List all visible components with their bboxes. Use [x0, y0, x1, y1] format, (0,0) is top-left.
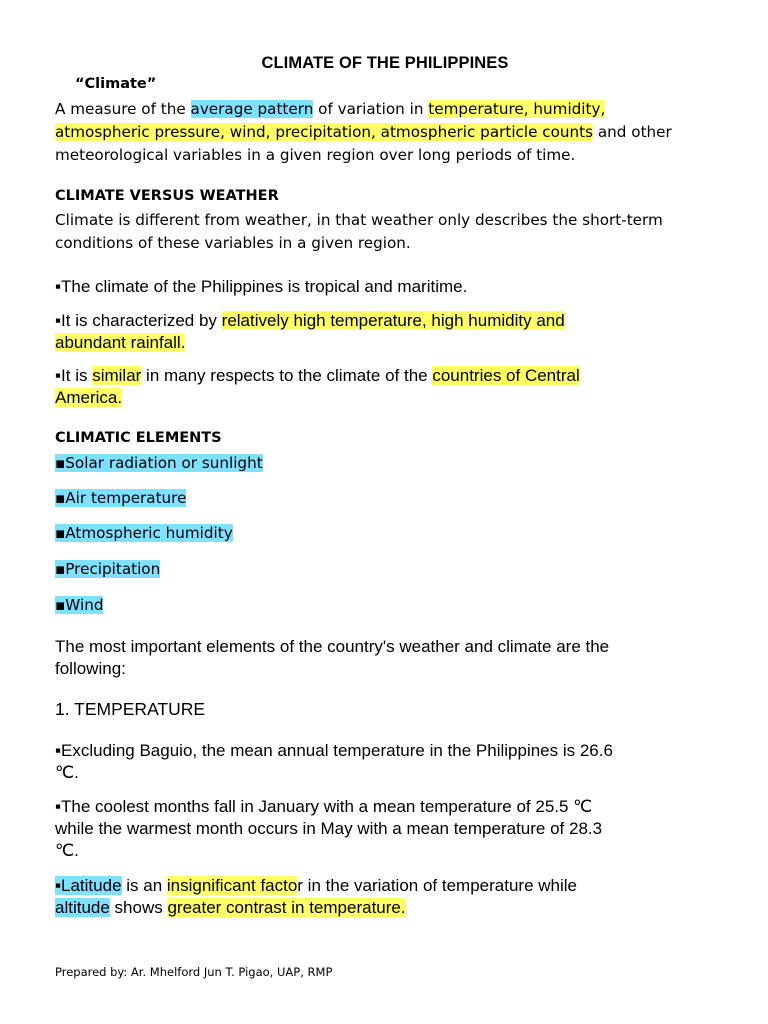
definition-term: “Climate”: [75, 76, 157, 92]
highlight-insignificant: insignificant facto: [166, 876, 298, 895]
temperature-heading: 1. TEMPERATURE: [55, 699, 206, 719]
bullet-baguio: ▪Excluding Baguio, the mean annual temperature in the Philippines is 26.6 ℃.: [55, 741, 613, 782]
bullet-tropical: ▪The climate of the Philippines is tropical and maritime.: [55, 277, 468, 296]
page-footer: Prepared by: Ar. Mhelford Jun T. Pigao, UAP, RMP: [55, 965, 333, 979]
versus-heading: CLIMATE VERSUS WEATHER: [55, 188, 279, 204]
highlight-characteristics: relatively high temperature, high humidity and: [221, 311, 565, 330]
bullet-coolest: ▪The coolest months fall in January with a mean temperature of 25.5 ℃ while the warmest month occurs in May with a mean temperature of 28.3 ℃.: [55, 797, 603, 860]
definition-paragraph: A measure of the average pattern of variation in temperature, humidity, atmospheric pressure, wind, precipitation, atmospheric particle counts and other meteorological variables in a given region over long periods of time.: [55, 100, 672, 164]
list-item: ▪Precipitation: [55, 560, 161, 578]
list-item: ▪Air temperature: [55, 489, 187, 507]
versus-paragraph: Climate is different from weather, in that weather only describes the short-term conditions of these variables in a given region.: [55, 211, 663, 252]
highlight-average-pattern: average pattern: [190, 100, 314, 118]
highlight-contrast: greater contrast in temperature.: [167, 898, 406, 917]
page-title: CLIMATE OF THE PHILIPPINES: [261, 54, 509, 72]
highlight-variables-cont: atmospheric pressure, wind, precipitation, atmospheric particle counts: [55, 123, 594, 141]
highlight-america: America.: [55, 388, 123, 407]
highlight-latitude: ▪Latitude: [55, 876, 122, 895]
elements-heading: CLIMATIC ELEMENTS: [55, 430, 222, 446]
bullet-latitude: ▪Latitude is an insignificant factor in the variation of temperature while altitude shows greater contrast in temperature.: [55, 876, 577, 917]
bullet-characterized: ▪It is characterized by relatively high temperature, high humidity and abundant rainfall.: [55, 311, 565, 352]
list-item: ▪Atmospheric humidity: [55, 524, 233, 542]
highlight-rainfall: abundant rainfall.: [55, 333, 186, 352]
important-paragraph: The most important elements of the country's weather and climate are the following:: [55, 637, 610, 678]
list-item: ▪Wind: [55, 596, 104, 614]
highlight-similar: similar: [92, 366, 142, 385]
list-item: ▪Solar radiation or sunlight: [55, 454, 263, 472]
highlight-altitude: altitude: [55, 898, 110, 917]
highlight-central-america: countries of Central: [432, 366, 580, 385]
bullet-similar: ▪It is similar in many respects to the climate of the countries of Central America.: [55, 366, 580, 407]
highlight-variables: temperature, humidity,: [428, 100, 606, 118]
